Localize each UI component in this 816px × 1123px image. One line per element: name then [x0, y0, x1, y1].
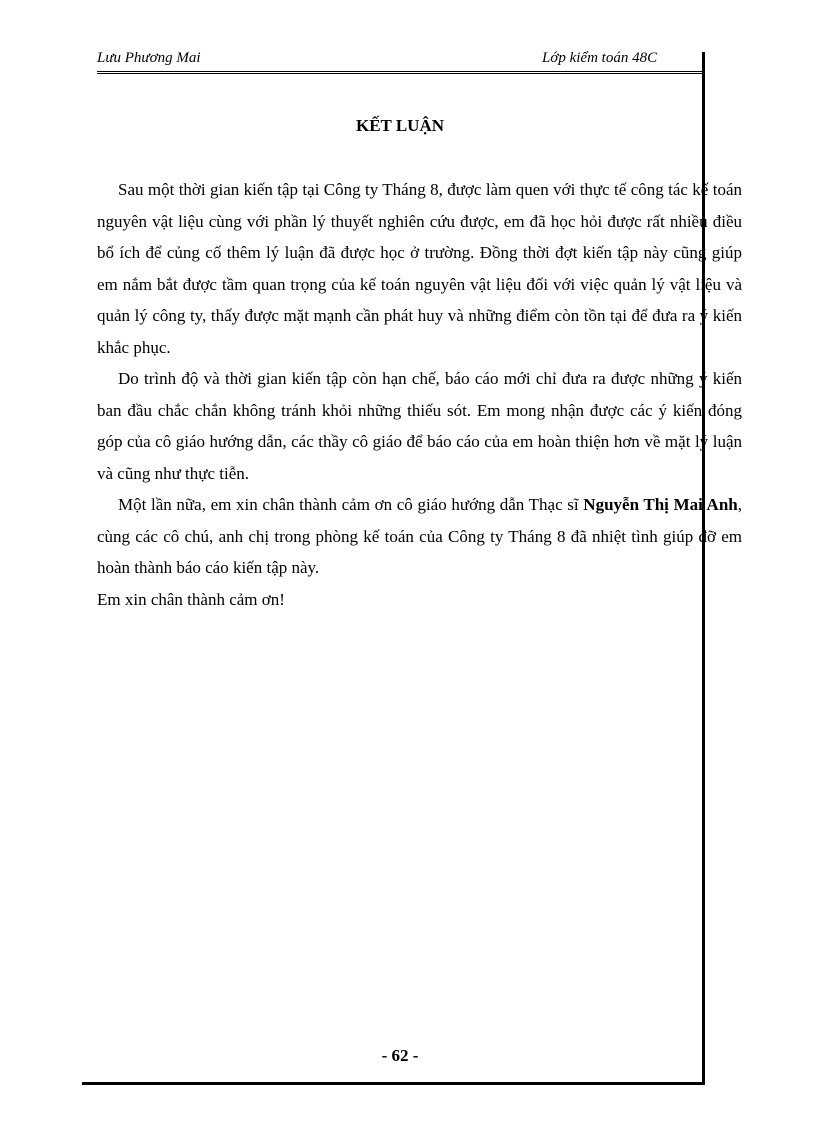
- page-header: [97, 50, 703, 72]
- paragraph-3-lead: Một lần nữa, em xin chân thành cảm ơn cô giáo hướng dẫn Thạc sĩ: [118, 495, 584, 514]
- page-number: - 62 -: [381, 1046, 419, 1065]
- section-title: KẾT LUẬN: [355, 116, 444, 135]
- paragraph-3: [97, 489, 742, 584]
- header-author: Lưu Phương Mai: [97, 50, 201, 66]
- header-class: Lớp kiểm toán 48C: [542, 50, 658, 66]
- paragraph-3-tail: , cùng các cô chú, anh chị trong phòng kế toán của Công ty Tháng 8 đã nhiệt tình giúp đỡ em hoàn thành báo cáo kiến tập này.: [97, 495, 742, 577]
- advisor-name: Nguyễn Thị Mai Anh: [583, 495, 738, 514]
- paragraph-2: Do trình độ và thời gian kiến tập còn hạn chế, báo cáo mới chỉ đưa ra được những ý kiến ban đầu chắc chắn không tránh khỏi những thiếu sót. Em mong nhận được các ý kiến đóng góp của cô giáo hướng dẫn, các thầy cô giáo để báo cáo của em hoàn thiện hơn về mặt lý luận và cũng như thực tiễn.: [97, 369, 742, 483]
- paragraph-4: Em xin chân thành cảm ơn!: [97, 589, 285, 609]
- body-text: [97, 174, 742, 615]
- paragraph-1: Sau một thời gian kiến tập tại Công ty Tháng 8, được làm quen với thực tế công tác kế toán nguyên vật liệu cùng với phần lý thuyết nghiên cứu được, em đã học hỏi được rất nhiều điều bổ ích để củng cố thêm lý luận đã được học ở trường. Đồng thời đợt kiến tập này cũng giúp em nắm bắt được tầm quan trọng của kế toán nguyên vật liệu đối với việc quản lý vật liệu và quản lý công ty, thấy được mặt mạnh cần phát huy và những điểm còn tồn tại để đưa ra ý kiến khắc phục.: [97, 180, 742, 357]
- header-rule: [97, 71, 703, 74]
